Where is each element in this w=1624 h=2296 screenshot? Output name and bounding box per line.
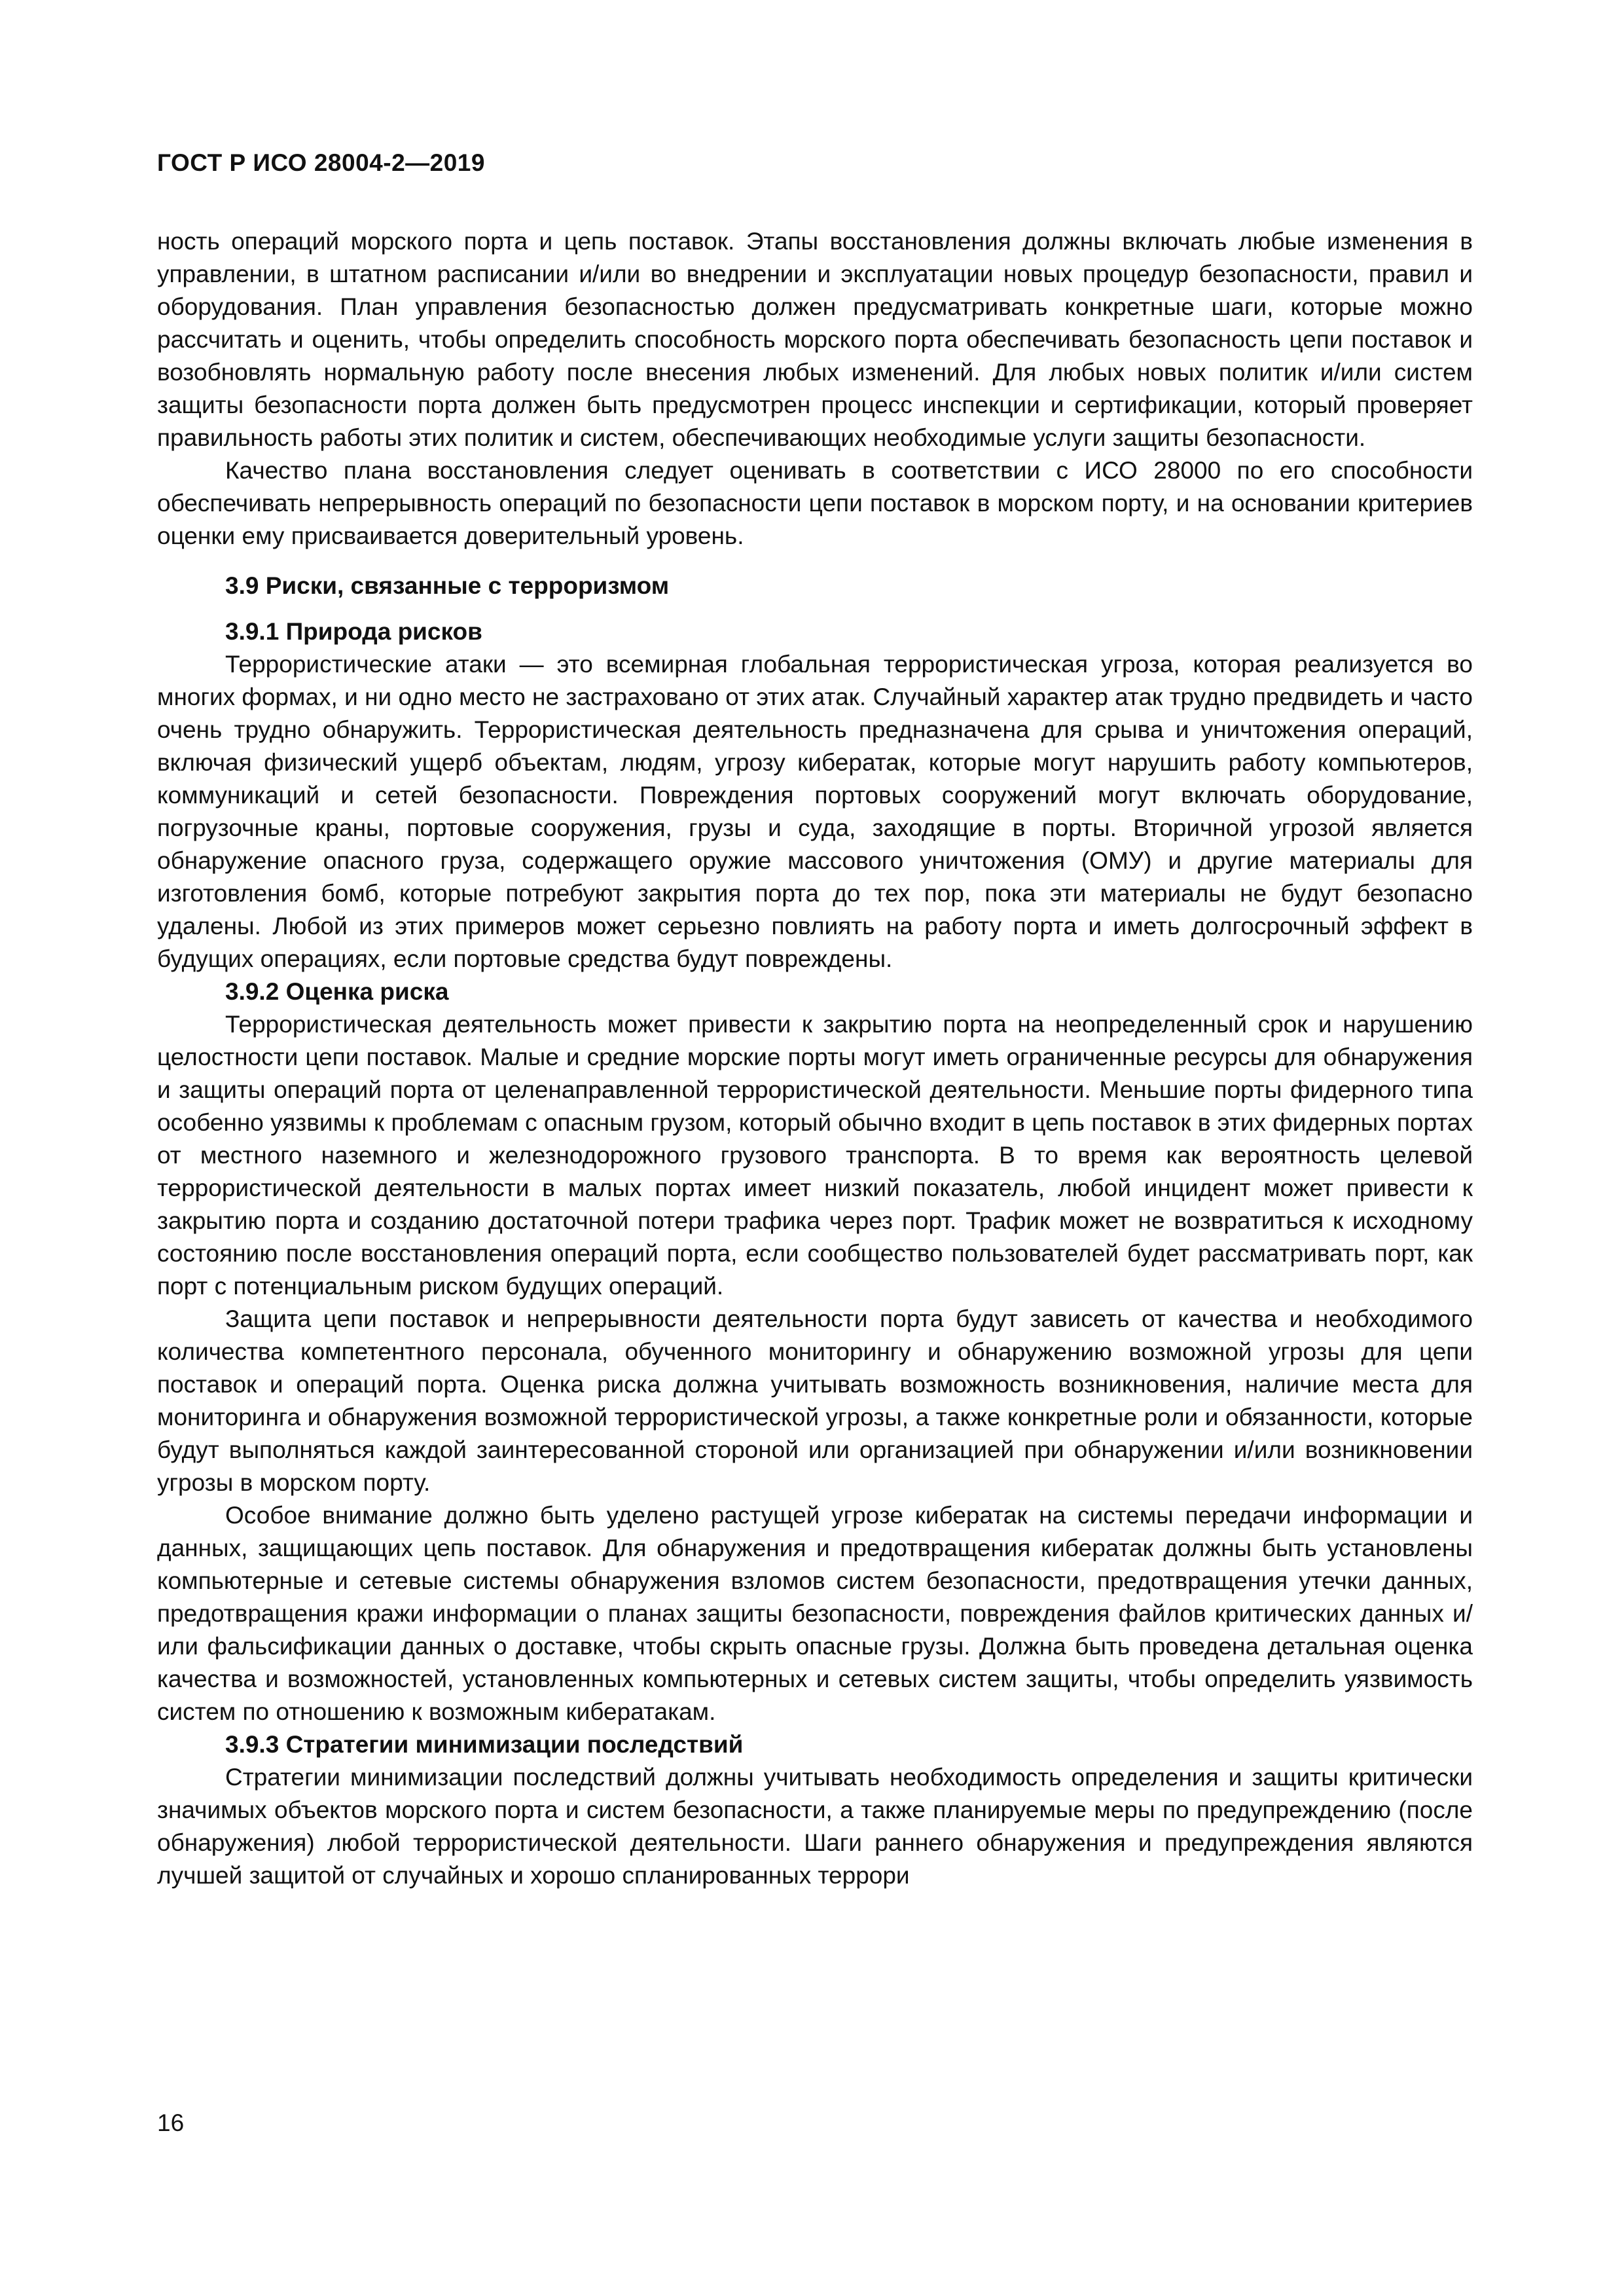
page-number: 16 (157, 2109, 185, 2136)
paragraph: Защита цепи поставок и непрерывности деятельности порта будут зависеть от качества и необходимого количества компетентного персонала, обученного мониторингу и обнаружению возможной угрозы для цепи поставок и операций порта. Оценка риска должна учитывать возможность возникновения, наличие места для мониторинга и обнаружения возможной террористической угрозы, а также конкретные роли и обязанности, которые будут выполняться каждой заинтересованной стороной или организацией при обнаружении и/или возникновении угрозы в морском порту. (157, 1305, 1473, 1496)
section-heading-3-9-1: 3.9.1 Природа рисков (225, 618, 482, 645)
paragraph: Террористическая деятельность может привести к закрытию порта на неопределенный срок и нарушению целостности цепи поставок. Малые и средние морские порты могут иметь ограниченные ресурсы для обнаружения и защиты операций порта от целенаправленной террористической деятельности. Меньшие порты фидерного типа особенно уязвимы к проблемам с опасным грузом, который обычно входит в цепь поставок в этих фидерных портах от местного наземного и железнодорожного грузового транспорта. В то время как вероятность целевой террористической деятельности в малых портах имеет низкий показатель, любой инцидент может привести к закрытию порта и созданию достаточной потери трафика через порт. Трафик может не возвратиться к исходному состоянию после восстановления операций порта, если сообщество пользователей будет рассматривать порт, как порт с потенциальным риском будущих операций. (157, 1011, 1473, 1300)
paragraph: Стратегии минимизации последствий должны учитывать необходимость определения и защиты критически значимых объектов морского порта и систем безопасности, а также планируемые меры по предупреждению (после обнаружения) любой террористической деятельности. Шаги раннего обнаружения и предупреждения являются лучшей защитой от случайных и хорошо спланированных террори (157, 1764, 1473, 1889)
section-heading-3-9: 3.9 Риски, связанные с терроризмом (225, 572, 670, 599)
paragraph: Качество плана восстановления следует оценивать в соответствии с ИСО 28000 по его способности обеспечивать непрерывность операций по безопасности цепи поставок в морском порту, и на основании критериев оценки ему присваивается доверительный уровень. (157, 457, 1473, 549)
paragraph: Особое внимание должно быть уделено растущей угрозе кибератак на системы передачи информации и данных, защищающих цепь поставок. Для обнаружения и предотвращения кибератак должны быть установлены компьютерные и сетевые системы обнаружения взломов систем безопасности, предотвращения утечки данных, предотвращения кражи информации о планах защиты безопасности, повреждения файлов критических данных и/или фальсификации данных о доставке, чтобы скрыть опасные грузы. Должна быть проведена детальная оценка качества и возможностей, установленных компьютерных и сетевых систем защиты, чтобы определить уязвимость систем по отношению к возможным кибератакам. (157, 1502, 1473, 1725)
paragraph: ность операций морского порта и цепь поставок. Этапы восстановления должны включать любые изменения в управлении, в штатном расписании и/или во внедрении и эксплуатации новых процедур безопасности, правил и оборудования. План управления безопасностью должен предусматривать конкретные шаги, которые можно рассчитать и оценить, чтобы определить способность морского порта обеспечивать безопасность цепи поставок и возобновлять нормальную работу после внесения любых изменений. Для любых новых политик и/или систем защиты безопасности порта должен быть предусмотрен процесс инспекции и сертификации, который проверяет правильность работы этих политик и систем, обеспечивающих необходимые услуги защиты безопасности. (157, 228, 1473, 451)
document-header: ГОСТ Р ИСО 28004-2—2019 (157, 149, 485, 176)
document-body (157, 225, 1473, 1892)
section-heading-3-9-2: 3.9.2 Оценка риска (225, 978, 449, 1005)
paragraph: Террористические атаки — это всемирная глобальная террористическая угроза, которая реализуется во многих формах, и ни одно место не застраховано от этих атак. Случайный характер атак трудно предвидеть и часто очень трудно обнаружить. Террористическая деятельность предназначена для срыва и уничтожения операций, включая физический ущерб объектам, людям, угрозу кибератак, которые могут нарушить работу компьютеров, коммуникаций и сетей безопасности. Повреждения портовых сооружений могут включать оборудование, погрузочные краны, портовые сооружения, грузы и суда, заходящие в порты. Вторичной угрозой является обнаружение опасного груза, содержащего оружие массового уничтожения (ОМУ) и другие материалы для изготовления бомб, которые потребуют закрытия порта до тех пор, пока эти материалы не будут безопасно удалены. Любой из этих примеров может серьезно повлиять на работу порта и иметь долгосрочный эффект в будущих операциях, если портовые средства будут повреждены. (157, 651, 1473, 972)
section-heading-3-9-3: 3.9.3 Стратегии минимизации последствий (225, 1731, 744, 1758)
